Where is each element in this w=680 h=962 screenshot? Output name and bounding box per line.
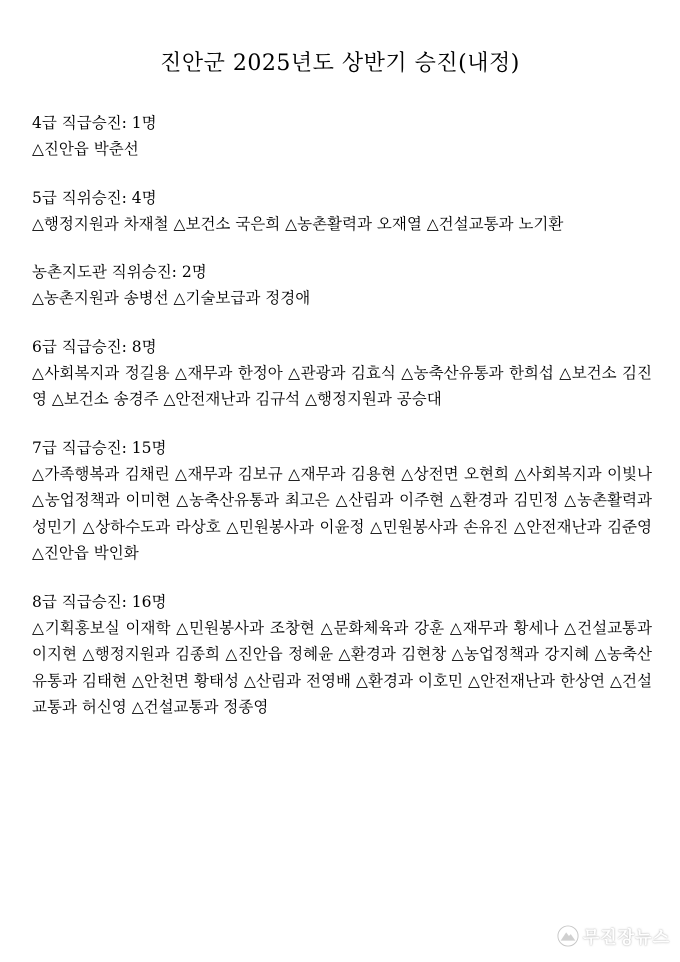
section-body: △사회복지과 정길용 △재무과 한정아 △관광과 김효식 △농축산유통과 한희섭 △보건소 김진영 △보건소 송경주 △안전재난과 김규석 △행정지원과 공승대 [32,363,652,408]
section-body: △기획홍보실 이재학 △민원봉사과 조창현 △문화체육과 강훈 △재무과 황세나 △건설교통과 이지현 △행정지원과 김종희 △진안읍 정혜윤 △환경과 김현창 △농업정책과 강지혜 △농축산유통과 김태현 △안천면 황태성 △산림과 전영배 △환경과 이호민 △안전재난과 한상연 △건설교통과 허신영 △건설교통과 정종영 [32,618,652,716]
section-heading: 8급 직급승진: 16명 [32,592,167,611]
section-body: △농촌지원과 송병선 △기술보급과 정경애 [32,289,311,307]
section-heading: 농촌지도관 직위승진: 2명 [32,263,207,281]
section-grade-8 [32,589,652,721]
promotion-list [32,110,652,743]
section-heading: 7급 직급승진: 15명 [32,438,167,457]
section-grade-7 [32,435,652,567]
section-body: △가족행복과 김채린 △재무과 김보규 △재무과 김용현 △상전면 오현희 △사회복지과 이빛나 △농업정책과 이미현 △농축산유통과 최고은 △산림과 이주현 △환경과 김민정 △농촌활력과 성민기 △상하수도과 라상호 △민원봉사과 이윤정 △민원봉사과 손유진 △안전재난과 김준영 △진안읍 박인화 [32,464,652,562]
watermark-text: 무진장뉴스 [582,928,670,948]
section-agri-guidance [32,259,652,312]
mountain-logo-icon [557,925,579,947]
section-grade-6 [32,334,652,413]
section-body: △행정지원과 차재철 △보건소 국은희 △농촌활력과 오재열 △건설교통과 노기환 [32,214,564,233]
watermark [557,923,670,948]
page-title: 진안군 2025년도 상반기 승진(내정) [160,51,520,76]
section-heading: 6급 직급승진: 8명 [32,337,157,356]
section-body: △진안읍 박춘선 [32,140,139,158]
section-grade-5 [32,185,652,238]
section-grade-4 [32,110,652,163]
section-heading: 4급 직급승진: 1명 [32,114,157,132]
section-heading: 5급 직위승진: 4명 [32,188,157,207]
